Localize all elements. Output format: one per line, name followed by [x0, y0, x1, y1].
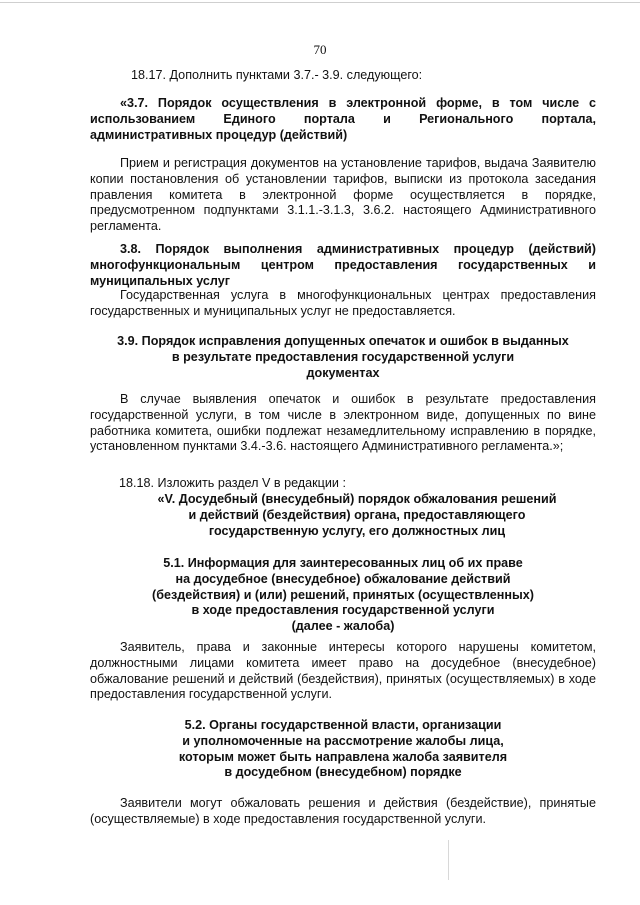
paragraph-3-7: Прием и регистрация документов на установление тарифов, выдача Заявителю копии постановления об установлении тарифов, выписки из протокола заседания правления комитета в электронной форме осуществляется в порядке, предусмотренном подпунктами 3.1.1.-3.1.3, 3.6.2. настоящего Административного регламента.	[90, 156, 596, 234]
heading-5-2-line: которым может быть направлена жалоба заявителя	[178, 749, 508, 764]
paragraph-5-1: Заявитель, права и законные интересы которого нарушены комитетом, должностными лицами комитета имеет право на досудебное (внесудебное) обжалование решений и действий (бездействия), принятых (осуществляемых) в ходе предоставления государственной услуги.	[90, 640, 596, 702]
paragraph-18-18: 18.18. Изложить раздел V в редакции :	[119, 476, 346, 490]
paragraph-3-9: В случае выявления опечаток и ошибок в результате предоставления государственной услуги, в том числе в электронном виде, допущенных по вине работника комитета, ошибки подлежат незамедлительному исправлению в порядке, установленном пунктами 3.4.-3.6. настоящего Административного регламента.»;	[90, 392, 596, 454]
heading-3-8: 3.8. Порядок выполнения административных процедур (действий) многофункциональным центром предоставления государственных и муниципальных услуг	[90, 242, 596, 288]
scan-artifact-mark	[448, 840, 449, 880]
page-number: 70	[313, 42, 327, 57]
paragraph-3-8: Государственная услуга в многофункциональных центрах предоставления государственных и муниципальных услуг не предоставляется.	[90, 288, 596, 318]
heading-5-2-line: 5.2. Органы государственной власти, организации	[184, 718, 502, 732]
heading-3-9-line: в результате предоставления государственной услуги	[171, 349, 515, 364]
heading-section-v-line: «V. Досудебный (внесудебный) порядок обжалования решений	[157, 492, 557, 506]
paragraph-18-17: 18.17. Дополнить пунктами 3.7.- 3.9. следующего:	[131, 68, 423, 82]
heading-5-1-line: в ходе предоставления государственной услуги	[191, 603, 495, 618]
heading-5-1-line: (бездействия) и (или) решений, принятых (осуществленных)	[152, 587, 534, 602]
heading-5-1-line: на досудебное (внесудебное) обжалование действий	[175, 571, 511, 586]
heading-5-2-line: в досудебном (внесудебном) порядке	[224, 765, 462, 780]
heading-section-v	[104, 492, 610, 539]
heading-5-2	[90, 718, 596, 781]
heading-section-v-line: государственную услугу, его должностных лиц	[208, 523, 506, 538]
heading-3-7: «3.7. Порядок осуществления в электронной форме, в том числе с использованием Единого портала и Регионального портала, административных процедур (действий)	[90, 96, 596, 142]
paragraph-5-2: Заявители могут обжаловать решения и действия (бездействие), принятые (осуществляемые) в ходе предоставления государственной услуги.	[90, 796, 596, 826]
heading-3-9-line: документах	[306, 365, 380, 380]
heading-section-v-line: и действий (бездействия) органа, предоставляющего	[188, 507, 526, 522]
heading-5-1-line: 5.1. Информация для заинтересованных лиц об их праве	[163, 556, 523, 570]
heading-5-1	[90, 556, 596, 635]
heading-5-1-line: (далее - жалоба)	[291, 619, 395, 634]
scan-edge-top	[0, 2, 640, 3]
heading-5-2-line: и уполномоченные на рассмотрение жалобы лица,	[182, 733, 504, 748]
heading-3-9-line: 3.9. Порядок исправления допущенных опечаток и ошибок в выданных	[117, 334, 569, 348]
heading-3-9	[90, 334, 596, 381]
